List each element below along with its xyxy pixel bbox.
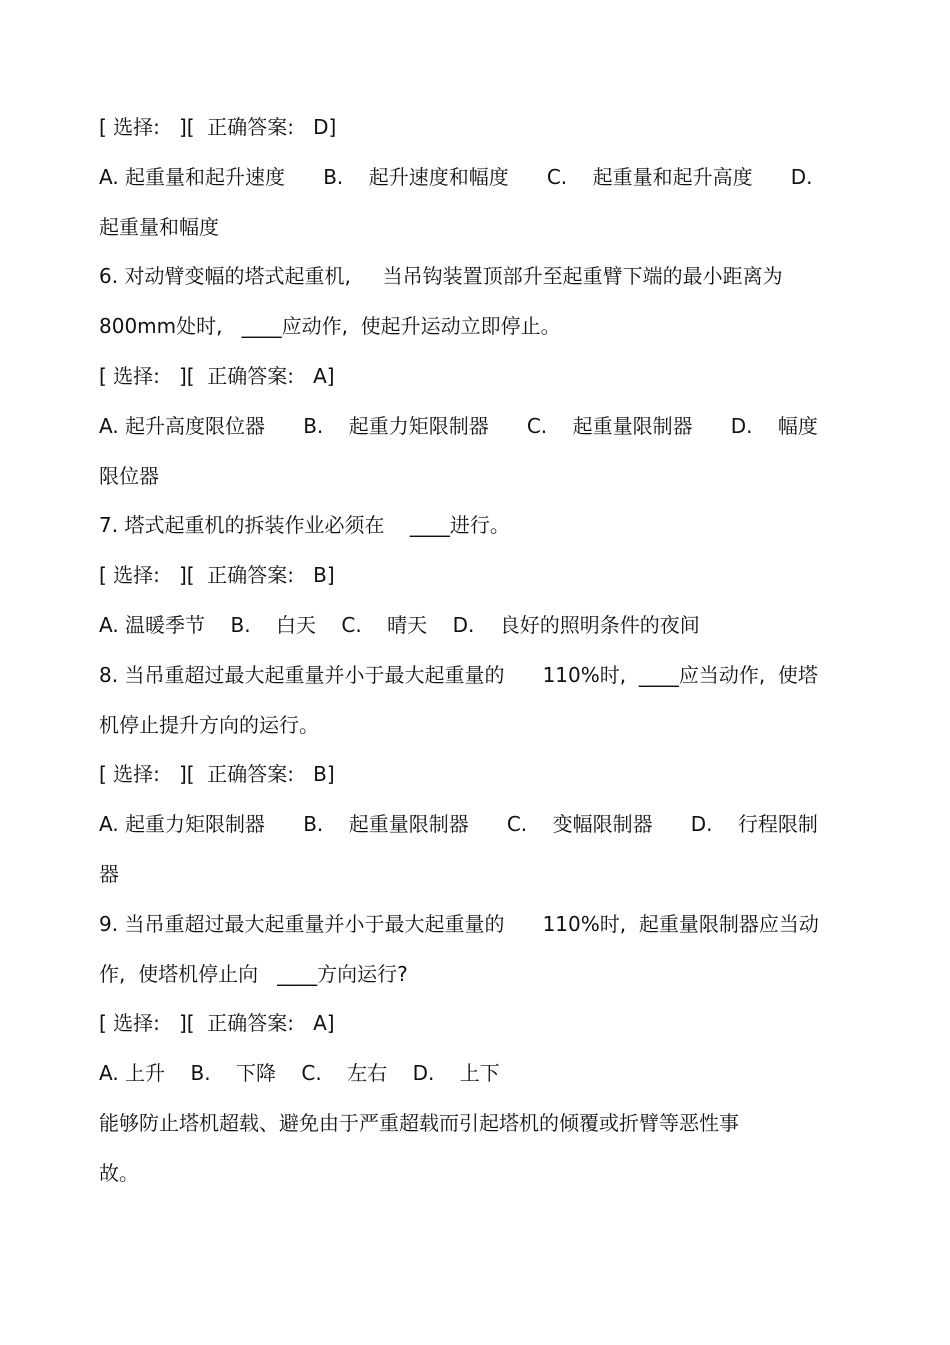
options-line-q5: A. 起重量和起升速度 B. 起升速度和幅度 C. 起重量和起升高度 D.: [99, 165, 813, 189]
answer-line-q8: [ 选择: ][ 正确答案: B]: [99, 762, 335, 786]
options-line-q6-cont: 限位器: [99, 464, 159, 488]
options-line-q9: A. 上升 B. 下降 C. 左右 D. 上下: [99, 1061, 500, 1085]
options-line-q6: A. 起升高度限位器 B. 起重力矩限制器 C. 起重量限制器 D. 幅度: [99, 414, 818, 438]
note-paragraph-cont: 故。: [99, 1161, 139, 1185]
question-q6-cont: 800mm处时, ____应动作, 使起升运动立即停止。: [99, 314, 561, 338]
question-q8: 8. 当吊重超过最大起重量并小于最大起重量的 110%时, ____应当动作, 使塔: [99, 663, 818, 687]
question-q9: 9. 当吊重超过最大起重量并小于最大起重量的 110%时, 起重量限制器应当动: [99, 912, 819, 936]
question-q6: 6. 对动臂变幅的塔式起重机, 当吊钩装置顶部升至起重臂下端的最小距离为: [99, 264, 783, 288]
question-q9-cont: 作, 使塔机停止向 ____方向运行?: [99, 962, 408, 986]
options-line-q5-cont: 起重量和幅度: [99, 215, 219, 239]
answer-line-q6: [ 选择: ][ 正确答案: A]: [99, 364, 335, 388]
note-paragraph: 能够防止塔机超载、避免由于严重超载而引起塔机的倾覆或折臂等恶性事: [99, 1111, 739, 1135]
answer-line-q7: [ 选择: ][ 正确答案: B]: [99, 563, 335, 587]
options-line-q8-cont: 器: [99, 862, 119, 886]
options-line-q8: A. 起重力矩限制器 B. 起重量限制器 C. 变幅限制器 D. 行程限制: [99, 812, 818, 836]
options-line-q7: A. 温暖季节 B. 白天 C. 晴天 D. 良好的照明条件的夜间: [99, 613, 700, 637]
question-q8-cont: 机停止提升方向的运行。: [99, 713, 319, 737]
question-q7: 7. 塔式起重机的拆装作业必须在 ____进行。: [99, 513, 510, 537]
answer-line-q9: [ 选择: ][ 正确答案: A]: [99, 1011, 335, 1035]
answer-line-q5: [ 选择: ][ 正确答案: D]: [99, 115, 337, 139]
